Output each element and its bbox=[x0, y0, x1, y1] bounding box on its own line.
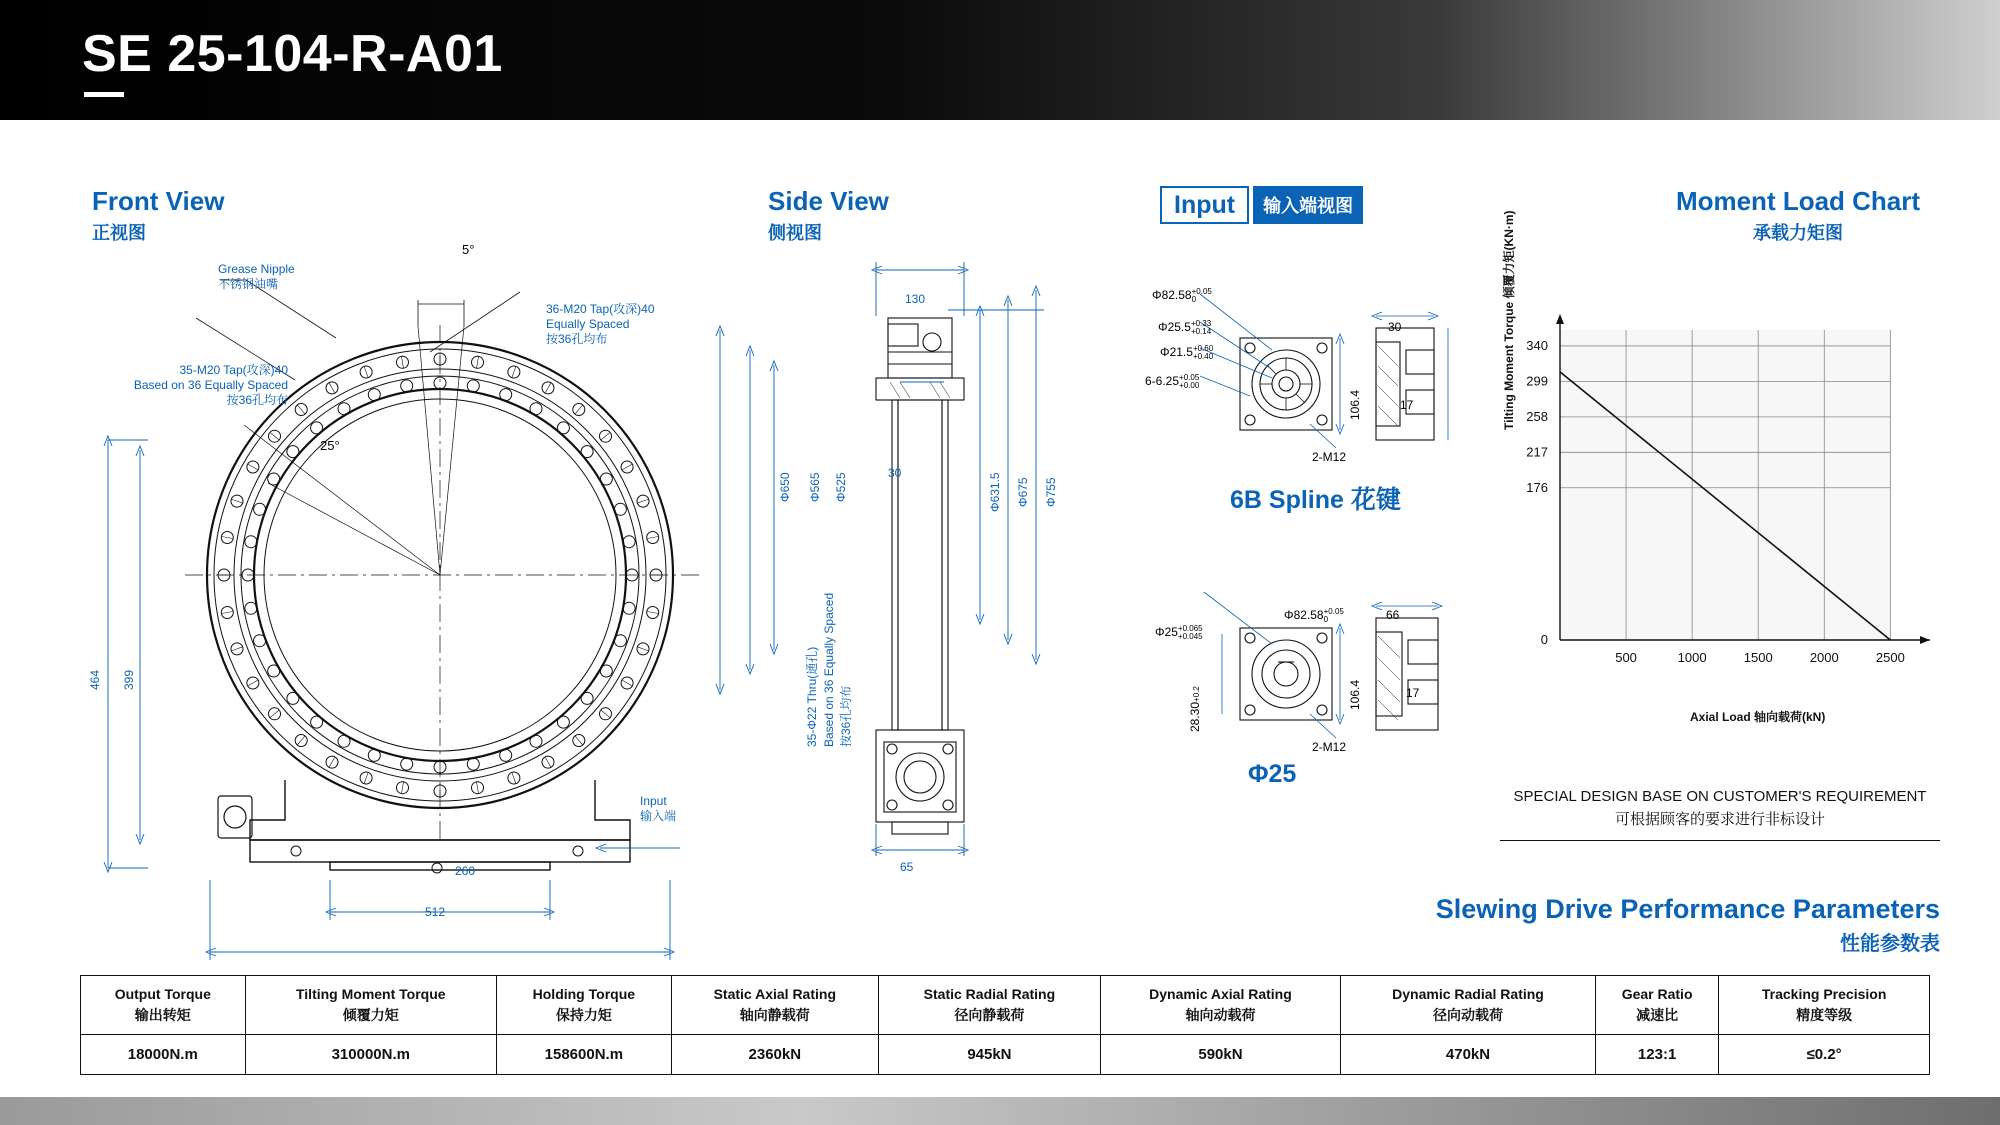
table-header-cell bbox=[81, 976, 246, 1035]
special-note-en: SPECIAL DESIGN BASE ON CUSTOMER'S REQUIREMENT bbox=[1513, 788, 1927, 805]
table-header-cell bbox=[1595, 976, 1718, 1035]
input-top-17-label: 17 bbox=[1400, 398, 1414, 412]
dim-130-label: 130 bbox=[905, 292, 926, 306]
dim-260-label: 260 bbox=[455, 864, 476, 878]
spline-caption-top: 6B Spline 花键 bbox=[1230, 486, 1401, 514]
svg-text:176: 176 bbox=[1526, 479, 1548, 495]
header-en: Static Axial Rating bbox=[713, 986, 836, 1002]
d525-label: Φ525 bbox=[834, 472, 848, 502]
front-view-drawing bbox=[100, 240, 820, 960]
angle-25-label: 25° bbox=[320, 438, 340, 453]
table-value-cell: 945kN bbox=[878, 1035, 1100, 1075]
tap35-label: 35-M20 Tap(攻深)40 Based on 36 Equally Spaced 按36孔均布 bbox=[133, 363, 288, 407]
special-note-cn: 可根据顾客的要求进行非标设计 bbox=[1614, 811, 1825, 829]
dim-30-label: 30 bbox=[888, 466, 902, 480]
input-top-d25-5-label: Φ25.5+0.33 +0.14 bbox=[1158, 319, 1212, 336]
header-en: Dynamic Axial Rating bbox=[1149, 986, 1292, 1002]
input-bottom-m12-label: 2-M12 bbox=[1312, 740, 1347, 754]
table-value-cell: 2360kN bbox=[671, 1035, 878, 1075]
chart-ylabel: Tilting Moment Torque 倾覆力矩(KN·m) bbox=[1502, 210, 1516, 430]
table-row bbox=[81, 1035, 1930, 1075]
thru-holes-label-2: Based on 36 Equally Spaced bbox=[822, 592, 836, 747]
svg-text:299: 299 bbox=[1526, 373, 1548, 389]
d631-5-label: Φ631.5 bbox=[988, 472, 1002, 512]
svg-text:0: 0 bbox=[1540, 632, 1548, 647]
moment-chart-title: Moment Load Chart 承载力矩图 bbox=[1675, 186, 1921, 244]
thru-holes-label-3: 按36孔均布 bbox=[839, 685, 853, 747]
side-view-drawing bbox=[780, 290, 1200, 910]
title-underline bbox=[84, 92, 124, 97]
header-en: Dynamic Radial Rating bbox=[1392, 986, 1544, 1002]
input-top-holes-label: 6-6.25+0.05 +0.00 bbox=[1145, 373, 1200, 390]
performance-table bbox=[80, 975, 1930, 1075]
header-en: Output Torque bbox=[114, 986, 211, 1002]
page-footer bbox=[0, 1097, 2000, 1125]
header-cn: 保持力矩 bbox=[555, 1007, 612, 1023]
page-header bbox=[0, 0, 2000, 120]
header-cn: 输出转矩 bbox=[134, 1007, 191, 1023]
header-cn: 径向静载荷 bbox=[954, 1007, 1025, 1023]
input-top-d21-5-label: Φ21.5+0.60 +0.40 bbox=[1160, 344, 1214, 361]
performance-title: Slewing Drive Performance Parameters 性能参数表 bbox=[1435, 894, 1940, 956]
angle-5-label: 5° bbox=[462, 242, 475, 257]
header-cn: 精度等级 bbox=[1796, 1007, 1853, 1023]
dim-512-label: 512 bbox=[425, 905, 446, 919]
input-bottom-106-label: 106.4 bbox=[1348, 679, 1362, 710]
input-top-30-label: 30 bbox=[1388, 320, 1402, 334]
dim-65-label: 65 bbox=[900, 860, 914, 874]
input-top-m12-label: 2-M12 bbox=[1312, 450, 1347, 464]
header-cn: 径向动载荷 bbox=[1433, 1007, 1503, 1023]
table-value-cell: 590kN bbox=[1100, 1035, 1340, 1075]
svg-text:2500: 2500 bbox=[1875, 650, 1905, 665]
table-header-cell bbox=[1341, 976, 1596, 1035]
table-value-cell: 18000N.m bbox=[81, 1035, 246, 1075]
chart-xlabel: Axial Load 轴向载荷(kN) bbox=[1690, 710, 1826, 724]
d565-label: Φ565 bbox=[808, 472, 822, 502]
table-header-cell bbox=[245, 976, 496, 1035]
front-view-title: Front View 正视图 bbox=[92, 186, 225, 244]
svg-text:1500: 1500 bbox=[1743, 650, 1773, 665]
header-cn: 轴向动载荷 bbox=[1185, 1007, 1256, 1023]
svg-text:340: 340 bbox=[1526, 337, 1548, 353]
header-cn: 倾覆力矩 bbox=[342, 1007, 399, 1023]
d675-label: Φ675 bbox=[1016, 477, 1030, 507]
input-view-title: Input 输入端视图 bbox=[1160, 186, 1363, 224]
d755-label: Φ755 bbox=[1044, 477, 1058, 507]
front-input-label: Input 输入端 bbox=[640, 794, 677, 823]
dim-399-label: 399 bbox=[122, 669, 136, 690]
svg-text:258: 258 bbox=[1526, 408, 1548, 424]
svg-text:1000: 1000 bbox=[1677, 650, 1707, 665]
table-header-cell bbox=[671, 976, 878, 1035]
table-header-cell bbox=[1719, 976, 1930, 1035]
thru-holes-label: 35-Φ22 Thru(通孔) bbox=[805, 646, 819, 747]
table-header-row bbox=[81, 976, 1930, 1035]
header-en: Tracking Precision bbox=[1761, 986, 1887, 1002]
special-note-rule bbox=[1500, 840, 1940, 841]
special-design-note bbox=[1500, 785, 1940, 841]
table-header-cell bbox=[497, 976, 672, 1035]
table-value-cell: 123:1 bbox=[1595, 1035, 1718, 1075]
grease-nipple-label: Grease Nipple 不锈钢油嘴 bbox=[218, 262, 295, 291]
table-value-cell: 470kN bbox=[1341, 1035, 1596, 1075]
side-view-title: Side View 侧视图 bbox=[768, 186, 889, 244]
input-bottom-d25-label: Φ25+0.065 +0.045 bbox=[1155, 624, 1203, 641]
table-value-cell: 310000N.m bbox=[245, 1035, 496, 1075]
input-bottom-66-label: 66 bbox=[1386, 608, 1400, 622]
table-header-cell bbox=[1100, 976, 1340, 1035]
table-header-cell bbox=[878, 976, 1100, 1035]
table-value-cell: ≤0.2° bbox=[1719, 1035, 1930, 1075]
table-value-cell: 158600N.m bbox=[497, 1035, 672, 1075]
input-bottom-28-label: 28.30+0.2 bbox=[1188, 686, 1202, 732]
d650-label: Φ650 bbox=[778, 472, 792, 502]
dim-464-label: 464 bbox=[88, 669, 102, 690]
input-top-106-label: 106.4 bbox=[1348, 389, 1362, 420]
model-title: SE 25-104-R-A01 bbox=[82, 25, 503, 83]
header-en: Tilting Moment Torque bbox=[295, 986, 446, 1002]
header-cn: 轴向静载荷 bbox=[739, 1007, 810, 1023]
tap36-label: 36-M20 Tap(攻深)40 Equally Spaced 按36孔均布 bbox=[546, 302, 655, 346]
svg-text:2000: 2000 bbox=[1809, 650, 1839, 665]
svg-text:217: 217 bbox=[1526, 444, 1548, 460]
header-en: Gear Ratio bbox=[1621, 986, 1693, 1002]
input-top-d82-label: Φ82.58+0.05 0 bbox=[1152, 287, 1212, 304]
spline-caption-bottom: Φ25 bbox=[1248, 760, 1297, 788]
svg-text:500: 500 bbox=[1615, 650, 1637, 665]
header-cn: 减速比 bbox=[1636, 1007, 1679, 1023]
header-en: Static Radial Rating bbox=[923, 986, 1056, 1002]
input-bottom-d82-label: Φ82.58+0.05 0 bbox=[1284, 607, 1344, 624]
header-en: Holding Torque bbox=[532, 986, 636, 1002]
input-bottom-17-label: 17 bbox=[1406, 686, 1420, 700]
